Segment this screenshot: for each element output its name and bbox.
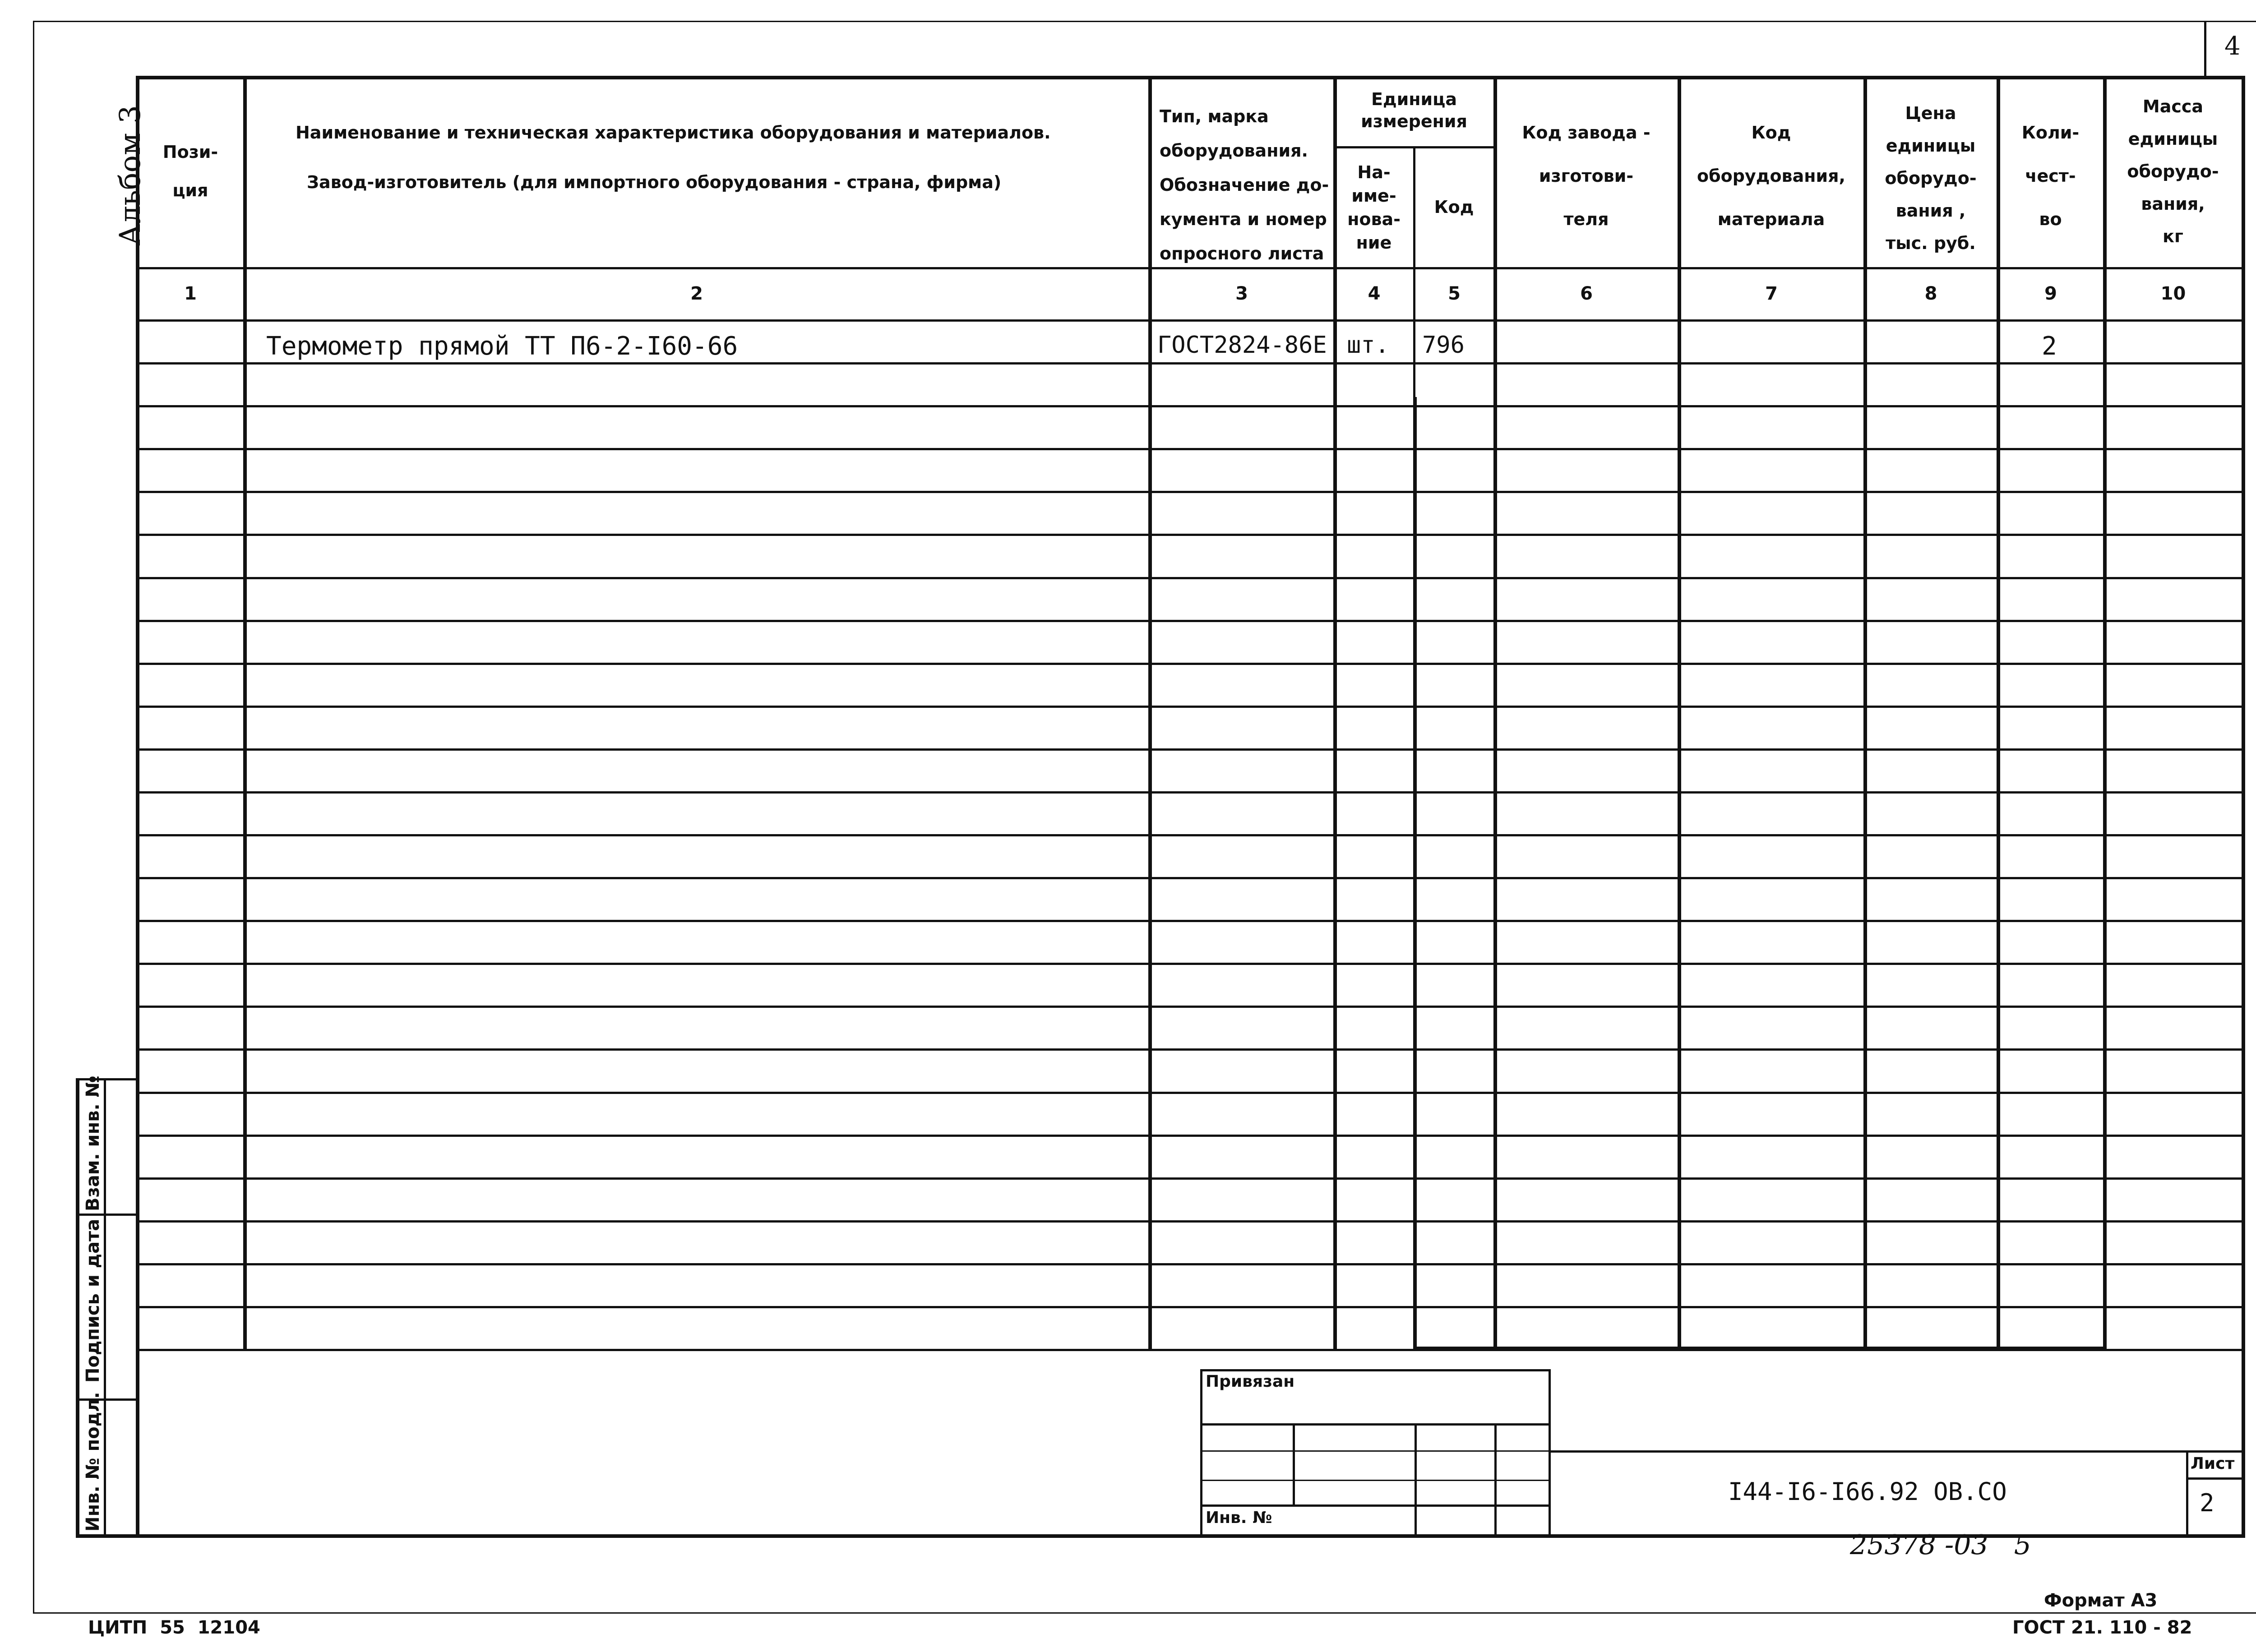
column-number: 5	[1448, 283, 1461, 304]
item-name: Термометр прямой ТТ П6-2-I60-66	[266, 332, 738, 361]
stamp-replace-inv: Взам. инв. №	[83, 1075, 103, 1211]
table-row-line	[138, 362, 2244, 365]
sheet-number: 2	[2200, 1489, 2214, 1517]
sheet-label: Лист	[2191, 1454, 2235, 1473]
format-label: Формат А3	[2044, 1590, 2158, 1611]
document-designation: I44-I6-I66.92 ОВ.СО	[1728, 1477, 2007, 1506]
column-number: 4	[1368, 283, 1381, 304]
column-number: 8	[1924, 283, 1937, 304]
header-position: Пози- ция	[162, 142, 218, 200]
table-row-line	[138, 834, 2244, 836]
table-row-line	[138, 1135, 2244, 1137]
header-unit: Единица измерения	[1361, 89, 1467, 131]
table-row-line	[138, 663, 2244, 665]
header-quantity: Коли- чест- во	[2021, 123, 2080, 229]
inv-number-label: Инв. №	[1206, 1509, 1272, 1527]
column-number: 2	[690, 283, 703, 304]
table-row-line	[138, 1220, 2244, 1223]
column-number: 6	[1580, 283, 1593, 304]
table-row-line	[138, 1006, 2244, 1008]
table-row-line	[138, 620, 2244, 622]
table-row-line	[138, 534, 2244, 536]
table-row-line	[138, 791, 2244, 794]
header-type: Тип, марка оборудования. Обозначение до- кумента и номер опросного листа	[1160, 106, 1329, 263]
stamp-signature-date: Подпись и дата	[83, 1218, 103, 1383]
item-document: ГОСТ2824-86Е	[1157, 332, 1327, 359]
item-unit: шт.	[1347, 332, 1389, 359]
table-row-line	[138, 405, 2244, 407]
table-row-line	[138, 1177, 2244, 1180]
header-manufacturer: Завод-изготовитель (для импортного оборудования - страна, фирма)	[307, 172, 1002, 192]
table-row-line	[138, 1263, 2244, 1265]
column-number: 7	[1765, 283, 1778, 304]
table-row-line	[138, 1092, 2244, 1094]
table-row-line	[138, 1349, 2244, 1351]
header-name: Наименование и техническая характеристика оборудования и материалов.	[296, 123, 1051, 143]
table-row-line	[138, 877, 2244, 879]
table-row-line	[138, 491, 2244, 493]
attached-label: Привязан	[1206, 1372, 1295, 1391]
item-quantity: 2	[2042, 332, 2057, 361]
table-row-line	[138, 706, 2244, 708]
table-row-line	[138, 748, 2244, 751]
table-row-line	[138, 963, 2244, 965]
column-number: 9	[2044, 283, 2057, 304]
column-number: 10	[2160, 283, 2186, 304]
column-number: 3	[1235, 283, 1248, 304]
stamp-original-inv: Инв. № подл.	[83, 1392, 103, 1532]
header-unit-code: Код	[1434, 197, 1474, 217]
header-equipment-code: Код оборудования, материала	[1697, 123, 1845, 229]
page-number: 4	[2224, 32, 2241, 61]
header-factory-code: Код завода - изготови- теля	[1522, 123, 1650, 229]
print-mark: ЦИТП 55 12104	[88, 1617, 260, 1638]
item-unit-code: 796	[1422, 332, 1465, 359]
header-price: Цена единицы оборудо- вания , тыс. руб.	[1885, 103, 1977, 253]
table-row-line	[138, 577, 2244, 579]
header-unit-name: На- име- нова- ние	[1347, 162, 1401, 253]
table-row-line	[138, 448, 2244, 450]
table-row-line	[138, 1306, 2244, 1308]
gost-label: ГОСТ 21. 110 - 82	[2012, 1617, 2192, 1638]
column-number: 1	[184, 283, 197, 304]
table-row-line	[138, 920, 2244, 922]
handwritten-number: 25378 -03 5	[1850, 1529, 2031, 1561]
header-mass: Масса единицы оборудо- вания, кг	[2127, 97, 2219, 246]
album-label: Альбом 3	[114, 105, 147, 246]
table-row-line	[138, 1048, 2244, 1051]
